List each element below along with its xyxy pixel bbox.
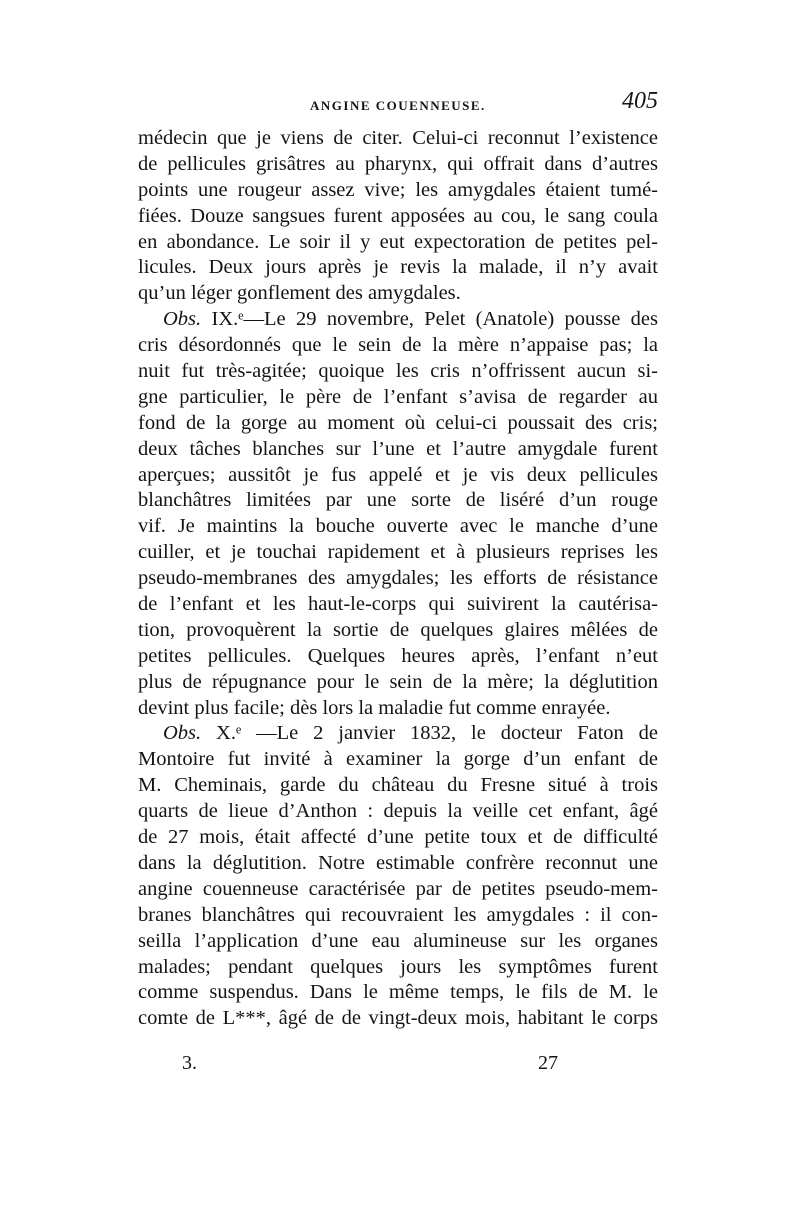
page-footer (138, 1042, 658, 1072)
text-line: pseudo-membranes des amygdales; les efforts de résistance (138, 567, 658, 590)
text-line: médecin que je viens de citer. Celui-ci reconnut l’existence (138, 127, 658, 149)
obs-x-text: X.ᵉ —Le 2 janvier 1832, le docteur Faton de (201, 722, 658, 745)
page-number: 405 (622, 88, 658, 114)
text-line: de l’enfant et les haut-le-corps qui suivirent la cautérisa- (138, 593, 658, 616)
text-line: gne particulier, le père de l’enfant s’avisa de regarder au (138, 385, 658, 408)
text-line: licules. Deux jours après je revis la malade, il n’y avait (138, 256, 658, 279)
running-head (138, 88, 658, 126)
text-line: malades; pendant quelques jours les symptômes furent (138, 955, 658, 978)
text-line: angine couenneuse caractérisée par de petites pseudo-mem- (138, 877, 658, 900)
text-line: plus de répugnance pour le sein de la mère; la déglutition (138, 670, 658, 693)
obs-label: Obs. (163, 722, 202, 745)
text-line: dans la déglutition. Notre estimable confrère reconnut une (138, 851, 658, 874)
text-line: cris désordonnés que le sein de la mère n’appaise pas; la (138, 334, 658, 357)
text-line: comte de L***, âgé de de vingt-deux mois, habitant le corps (138, 1007, 658, 1030)
text-line: points une rougeur assez vive; les amygdales étaient tumé- (138, 178, 658, 201)
text-line: seilla l’application d’une eau alumineuse sur les organes (138, 929, 658, 952)
text-line: devint plus facile; dès lors la maladie fut comme enrayée. (138, 696, 611, 719)
text-line: de 27 mois, était affecté d’une petite toux et de difficulté (138, 826, 658, 849)
folio-number: 27 (538, 1052, 558, 1074)
text-line: cuiller, et je touchai rapidement et à plusieurs reprises les (138, 541, 658, 564)
text-line: Montoire fut invité à examiner la gorge d’un enfant de (138, 748, 658, 771)
text-line: branes blanchâtres qui recouvraient les amygdales : il con- (138, 903, 658, 926)
observation-x-heading-line (138, 721, 658, 747)
text-line: nuit fut très-agitée; quoique les cris n’offrissent aucun si- (138, 360, 658, 383)
text-line: fiées. Douze sangsues furent apposées au cou, le sang coula (138, 204, 658, 227)
obs-label: Obs. (163, 308, 202, 331)
running-title: ANGINE COUENNEUSE. (310, 98, 486, 113)
text-line: aperçues; aussitôt je fus appelé et je vis deux pellicules (138, 463, 658, 486)
text-line: en abondance. Le soir il y eut expectoration de petites pel- (138, 230, 658, 253)
text-line: petites pellicules. Quelques heures après, l’enfant n’eut (138, 644, 658, 667)
text-line: vif. Je maintins la bouche ouverte avec le manche d’une (138, 515, 658, 538)
text-line: de pellicules grisâtres au pharynx, qui offrait dans d’autres (138, 152, 658, 175)
text-line: tion, provoquèrent la sortie de quelques glaires mêlées de (138, 618, 658, 641)
body-text (138, 126, 658, 1032)
text-line: blanchâtres limitées par une sorte de liséré d’un rouge (138, 489, 658, 512)
obs-ix-text: IX.ᵉ—Le 29 novembre, Pelet (Anatole) pousse des (201, 308, 658, 331)
text-line: qu’un léger gonflement des amygdales. (138, 282, 461, 305)
signature-mark: 3. (182, 1052, 197, 1074)
text-line: quarts de lieue d’Anthon : depuis la veille cet enfant, âgé (138, 800, 658, 823)
text-line: fond de la gorge au moment où celui-ci poussait des cris; (138, 411, 658, 434)
text-line: M. Cheminais, garde du château du Fresne situé à trois (138, 774, 658, 797)
text-line: comme suspendus. Dans le même temps, le fils de M. le (138, 981, 658, 1004)
observation-ix-heading-line (138, 307, 658, 333)
text-line: deux tâches blanches sur l’une et l’autre amygdale furent (138, 437, 658, 460)
